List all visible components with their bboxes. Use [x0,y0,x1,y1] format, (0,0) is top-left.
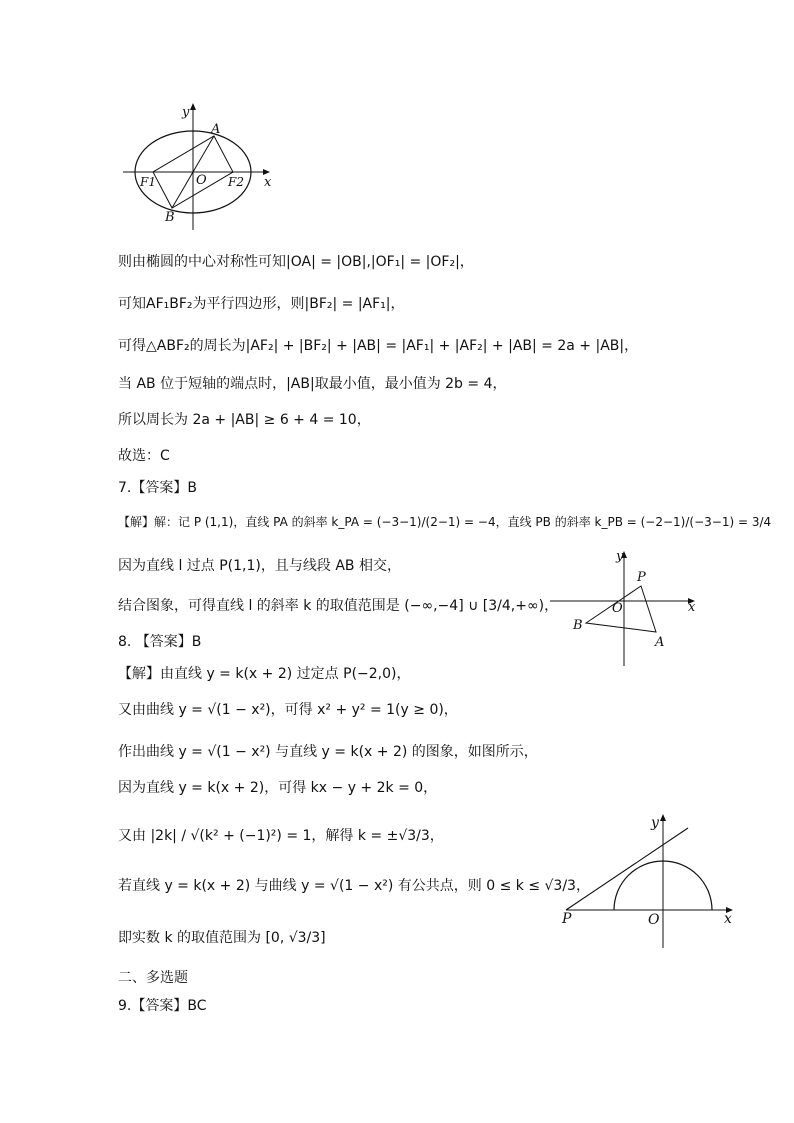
y-axis-arrow [190,103,196,110]
label-p: P [562,911,572,927]
line-8: 因为直线 l 过点 P(1,1)，且与线段 AB 相交， [118,558,401,574]
label-o: O [612,601,623,616]
label-f1: F1 [140,175,156,189]
line-6: 故选：C [118,448,170,464]
line-10: 【解】由直线 y = k(x + 2) 过定点 P(−2,0)， [118,666,411,682]
semicircle-figure [556,810,740,950]
label-y: y [182,105,190,120]
line-4: 当 AB 位于短轴的端点时，|AB|取最小值，最小值为 2b = 4， [118,376,507,392]
label-b: B [573,618,583,633]
line-11: 又由曲线 y = √(1 − x²)，可得 x² + y² = 1(y ≥ 0)， [118,702,458,718]
line-14: 又由 |2k| / √(k² + (−1)²) = 1，解得 k = ±√3/3， [118,828,444,844]
line-9: 结合图象，可得直线 l 的斜率 k 的取值范围是 (−∞,−4] ∪ [3/4,+∞)， [118,598,559,614]
label-x: x [264,175,272,190]
label-a: A [655,635,665,650]
line-15: 若直线 y = k(x + 2) 与曲线 y = √(1 − x²) 有公共点，则 0 ≤ k ≤ √3/3， [118,878,590,894]
line-5: 所以周长为 2a + |AB| ≥ 6 + 4 = 10， [118,412,371,428]
question-9-answer: 9.【答案】BC [118,998,207,1014]
label-y: y [616,549,624,564]
line-1: 则由椭圆的中心对称性可知|OA| = |OB|,|OF₁| = |OF₂|， [118,254,474,270]
line-7: 【解】解：记 P (1,1)，直线 PA 的斜率 k_PA = (−3−1)/(2−1) = −4，直线 PB 的斜率 k_PB = (−2−1)/(−3−1) = 3/4 [118,515,772,529]
line-2: 可知AF₁BF₂为平行四边形，则|BF₂| = |AF₁|， [118,296,405,312]
slope-figure [548,548,708,670]
y-axis-arrow [660,814,666,821]
label-y: y [651,815,659,831]
label-p: P [637,570,646,585]
line-13: 因为直线 y = k(x + 2)，可得 kx − y + 2k = 0， [118,780,438,796]
line-3: 可得△ABF₂的周长为|AF₂| + |BF₂| + |AB| = |AF₁| + |AF₂| + |AB| = 2a + |AB|， [118,338,639,354]
label-b: B [165,210,175,225]
label-a: A [211,122,221,137]
line-12: 作出曲线 y = √(1 − x²) 与直线 y = k(x + 2) 的图象，如图所示， [118,744,538,760]
section-heading: 二、多选题 [118,970,188,986]
question-8-answer: 8. 【答案】B [118,634,202,650]
label-o: O [648,912,660,928]
line-16: 即实数 k 的取值范围为 [0, √3/3] [118,930,326,946]
tangent-line [566,828,688,910]
label-o: O [196,173,207,188]
question-7-answer: 7.【答案】B [118,480,197,496]
label-x: x [724,911,732,927]
ellipse-figure [118,100,278,235]
label-x: x [688,600,696,615]
label-f2: F2 [228,175,244,189]
